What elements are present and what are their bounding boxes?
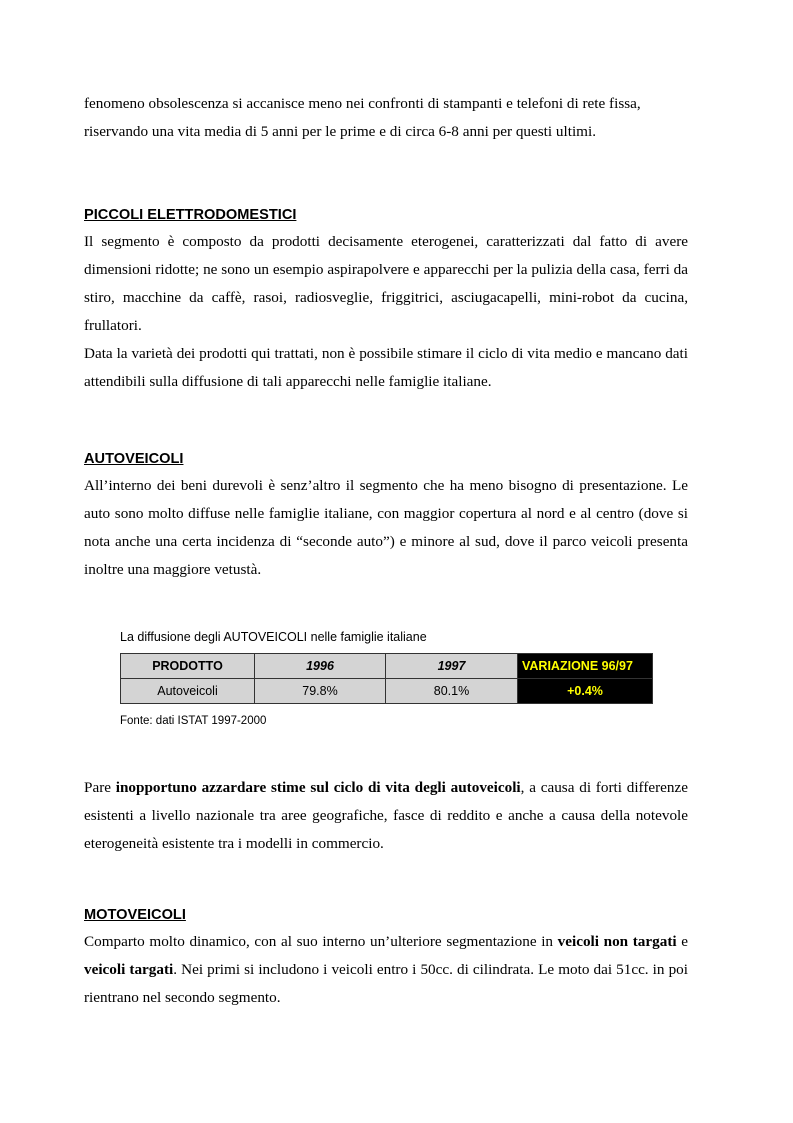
heading-piccoli-elettrodomestici: PICCOLI ELETTRODOMESTICI: [84, 207, 297, 223]
cell-1996: 79.8%: [255, 679, 386, 704]
motoveicoli-paragraph: [84, 928, 688, 1012]
autoveicoli-paragraph-1: All’interno dei beni durevoli è senz’altro il segmento che ha meno bisogno di presentazione. Le auto sono molto diffuse nelle famiglie italiane, con maggior copertura al nord e al centro (dove si nota anche una certa incidenza di “seconde auto”) e minore al sud, dove il parco veicoli presenta inoltre una maggiore vetustà.: [84, 477, 688, 578]
motoveicoli-post: . Nei primi si includono i veicoli entro i 50cc. di cilindrata. Le moto dai 51cc. in poi rientrano nel secondo segmento.: [84, 961, 688, 1006]
header-prodotto: PRODOTTO: [121, 654, 255, 679]
table-caption: La diffusione degli AUTOVEICOLI nelle famiglie italiane: [120, 630, 427, 644]
autoveicoli-p2-post: , a causa di forti differenze esistenti a livello nazionale tra aree geografiche, fasce di reddito e anche a causa della notevole eterogeneità esistente tra i modelli in commercio.: [84, 779, 688, 852]
autoveicoli-p2-pre: Pare: [84, 779, 116, 796]
header-1997: 1997: [386, 654, 518, 679]
intro-paragraph: [84, 90, 688, 146]
header-variazione: VARIAZIONE 96/97: [518, 654, 653, 679]
table-header-row: [121, 654, 653, 679]
heading-autoveicoli: AUTOVEICOLI: [84, 451, 184, 467]
table-row: [121, 679, 653, 704]
autoveicoli-p2-bold: inopportuno azzardare stime sul ciclo di vita degli autoveicoli: [115, 779, 521, 796]
autoveicoli-paragraph-2: [84, 774, 688, 858]
piccoli-text-1: Il segmento è composto da prodotti decisamente eterogenei, caratterizzati dal fatto di avere dimensioni ridotte; ne sono un esempio aspirapolvere e apparecchi per la pulizia della casa, ferri da stiro, macchine da caffè, rasoi, radiosveglie, friggitrici, asciugacapelli, mini-robot da cucina, frullatori.: [84, 233, 688, 334]
cell-variazione: +0.4%: [518, 679, 653, 704]
heading-motoveicoli: MOTOVEICOLI: [84, 907, 186, 923]
table-source: Fonte: dati ISTAT 1997-2000: [120, 715, 267, 727]
cell-1997: 80.1%: [386, 679, 518, 704]
diffusion-table: [120, 653, 653, 704]
piccoli-paragraph: [84, 228, 688, 396]
header-1996: 1996: [255, 654, 386, 679]
cell-prodotto: Autoveicoli: [121, 679, 255, 704]
motoveicoli-bold-2: veicoli targati: [84, 961, 174, 978]
motoveicoli-mid: e: [676, 933, 688, 950]
piccoli-text-2: Data la varietà dei prodotti qui trattati, non è possibile stimare il ciclo di vita medio e mancano dati attendibili sulla diffusione di tali apparecchi nelle famiglie italiane.: [84, 345, 688, 390]
motoveicoli-pre: Comparto molto dinamico, con al suo interno un’ulteriore segmentazione in: [84, 933, 558, 950]
motoveicoli-bold-1: veicoli non targati: [557, 933, 677, 950]
intro-line-1: fenomeno obsolescenza si accanisce meno nei confronti di stampanti e telefoni di rete fissa,: [84, 95, 641, 112]
intro-line-2: riservando una vita media di 5 anni per le prime e di circa 6-8 anni per questi ultimi.: [84, 123, 596, 140]
